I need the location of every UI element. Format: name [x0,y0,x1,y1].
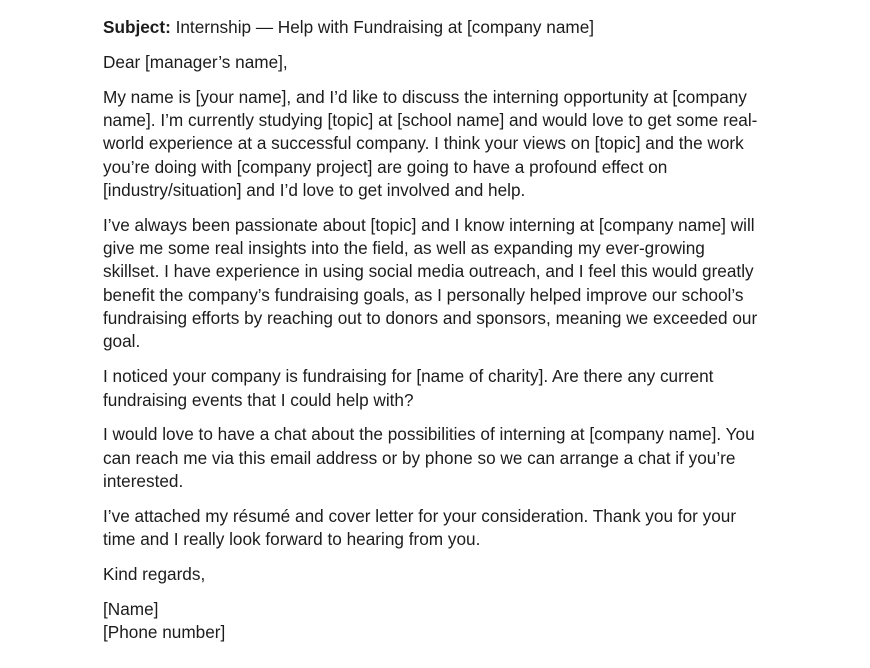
body-paragraph-charity: I noticed your company is fundraising for [name of charity]. Are there any current fundraising events that I could help with? [103,366,714,410]
email-template [103,16,763,656]
greeting: Dear [manager’s name], [103,51,288,72]
signature-block [103,598,763,645]
closing: Kind regards, [103,564,206,585]
subject-label: Subject: [103,17,171,37]
body-paragraph-attachments: I’ve attached my résumé and cover letter for your consideration. Thank you for your time and I really look forward to hearing from you. [103,505,737,550]
signature-phone: [Phone number] [103,622,226,643]
signature-name: [Name] [103,598,159,619]
body-paragraph-experience: I’ve always been passionate about [topic] and I know interning at [company name] will give me some real insights into the field, as well as expanding my ever-growing skillset. I have experience in using social media outreach, and I feel this would greatly benefit the company’s fundraising goals, as I personally helped improve our school’s fundraising efforts by reaching out to donors and sponsors, meaning we exceeded our goal. [103,214,758,352]
subject-line [103,16,763,39]
body-paragraph-contact: I would love to have a chat about the possibilities of interning at [company name]. You can reach me via this email address or by phone so we can arrange a chat if you’re interested. [103,424,755,492]
body-paragraph-intro: My name is [your name], and I’d like to discuss the interning opportunity at [company name]. I’m currently studying [topic] at [school name] and would love to get some real-world experience at a successful company. I think your views on [topic] and the work you’re doing with [company project] are going to have a profound effect on [industry/situation] and I’d love to get involved and help. [103,86,758,200]
subject-text: Internship — Help with Fundraising at [company name] [175,17,595,37]
